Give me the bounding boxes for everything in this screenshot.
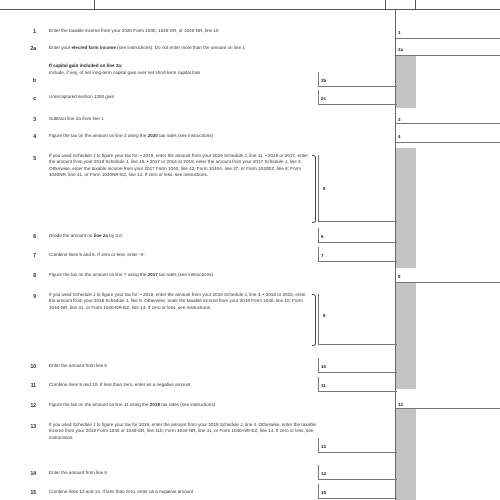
line-7-text: Combine lines 5 and 6. If zero or less, enter -0- <box>49 252 145 257</box>
line-15-amount-field[interactable] <box>318 484 397 499</box>
line-number: 5 <box>33 156 36 162</box>
line-15-box-label: 15 <box>321 490 327 495</box>
form-header-bar <box>0 0 500 10</box>
line-10-text: Enter the amount from line 6 <box>49 363 107 368</box>
line-number: 14 <box>30 471 36 477</box>
line-2a-amount-field[interactable] <box>396 41 500 56</box>
line-7-amount-field[interactable] <box>318 247 397 262</box>
line-10-box-label: 10 <box>321 364 327 369</box>
line-5-text: If you used Schedule J to figure your tax for: • 2019, enter the amount from your 2019 Schedule J, line 11. • 2018 or 2017, enter the amount from your 2018 Schedule J, line 15. • 2017 or 2016 or 2018, enter the amount from your 2017 Schedule J, line 3. Otherwise, enter the taxable income from your 2017 Form 1040, line 43; Form 1040A, line 27, or Form 1040EZ, line 6; Form 1040NR, line 41, or Form 1040NR-EZ, line 14. If zero or less, see instructions. <box>49 153 309 178</box>
line-14-amount-field[interactable] <box>318 465 397 480</box>
line-2c-box-label: 2c <box>321 96 327 101</box>
line-5-box-label: 5 <box>323 186 326 191</box>
line-3-text: Subtract line 2a from line 1 <box>49 116 104 121</box>
line-letter: c <box>33 96 36 102</box>
line-5-amount-field[interactable] <box>318 155 397 222</box>
line-2b-box-label: 2b <box>321 78 327 83</box>
line-number: 10 <box>30 364 36 370</box>
line-12-amount-field[interactable] <box>396 394 500 409</box>
line-1-text: Enter the taxable income from your 2020 Form 1040, 1040-SR, or 1040-NR, line 15 <box>49 28 219 33</box>
line-number: 1 <box>33 29 36 35</box>
line-6-amount-field[interactable] <box>318 228 397 243</box>
line-number: 8 <box>33 273 36 279</box>
line-9-box-label: 9 <box>323 313 326 318</box>
line-2a-text: Enter your elected farm income (see instructions). Do not enter more than the amount on line 1 <box>49 45 245 50</box>
line-1-amount-field[interactable] <box>396 24 500 39</box>
header-cell-right <box>385 0 500 9</box>
line-9-amount-field[interactable] <box>318 294 397 345</box>
line-14-text: Enter the amount from line 6 <box>49 470 107 475</box>
line-number: 2a <box>30 46 36 52</box>
line-11-box-label: 11 <box>321 383 326 388</box>
line-13-box-label: 13 <box>321 444 327 449</box>
line-8-text: Figure the tax on the amount on line 7 using the 2017 tax rates (see instructions) <box>49 272 213 277</box>
line-number: 11 <box>30 383 36 389</box>
line-letter: b <box>32 78 36 84</box>
line-4-text: Figure the tax on the amount on line 3 using the 2020 tax rates (see instructions) <box>49 133 213 138</box>
line-9-text: If you used Schedule J to figure your tax for: • 2019, enter the amount from your 2019 Schedule J, line 4. • 2018 or 2016, enter the amount from your 2018 Schedule J, line 8. Otherwise, enter the taxable income from your 2018 Form 1040, line 10; Form 1040-NR, line 41, or Form 1040-NR-EZ, line 14. If zero or less, see instructions. <box>49 292 306 310</box>
line-6-box-label: 6 <box>321 234 324 239</box>
line-number: 3 <box>33 117 36 123</box>
line-8-amount-field[interactable] <box>396 268 500 283</box>
header-cell-divider <box>415 0 416 9</box>
line-number: 15 <box>30 490 36 496</box>
line-14-box-label: 14 <box>321 471 327 476</box>
line-2c-text: Unrecaptured section 1250 gain <box>49 94 115 99</box>
line-4-box-label: 4 <box>398 134 401 139</box>
line-2a-box-label: 2a <box>398 47 404 52</box>
line-2-subheading: If capital gain included on line 2a: <box>49 63 123 68</box>
shaded-cell <box>396 283 416 389</box>
line-number: 9 <box>33 294 36 300</box>
line-4-amount-field[interactable] <box>396 128 500 143</box>
line-8-box-label: 8 <box>398 274 401 279</box>
line-12-text: Figure the tax on the amount on line 11 using the 2018 tax rates (see instructions) <box>49 402 216 407</box>
line-13-text: If you used Schedule J to figure your tax for 2019, enter the amount from your 2019 Schedule J, line 4. Otherwise, enter the taxable income from your 2019 Form 1040 or 1040-SR, line 11b; Form 1040-NR, line 41, or Form 1040-NR-EZ, line 14. If zero or less, see instructions. <box>49 422 317 440</box>
line-2b-text: Include, if any, of net long-term capital gain over net short-term capital loss <box>49 70 201 75</box>
line-3-amount-field[interactable] <box>396 109 500 124</box>
line-number: 7 <box>33 253 36 259</box>
line-11-text: Combine lines 9 and 10. If less than zero, enter as a negative amount <box>49 382 191 387</box>
line-1-box-label: 1 <box>398 30 401 35</box>
header-cell-left <box>0 0 95 9</box>
line-number: 6 <box>33 234 36 240</box>
line-15-text: Combine lines 13 and 14. If less than zero, enter as a negative amount <box>49 489 194 494</box>
line-5-bracket <box>312 155 316 223</box>
line-2b-amount-field[interactable] <box>318 72 397 87</box>
line-2c-amount-field[interactable] <box>318 90 397 105</box>
line-9-bracket <box>312 294 316 346</box>
line-number: 13 <box>30 424 36 430</box>
line-3-box-label: 3 <box>398 117 401 122</box>
line-13-amount-field[interactable] <box>318 438 397 453</box>
line-number: 12 <box>30 403 36 409</box>
line-10-amount-field[interactable] <box>318 358 397 373</box>
shaded-cell <box>396 56 416 108</box>
line-7-box-label: 7 <box>321 253 324 258</box>
line-6-text: Divide the amount on line 2a by 3.0 <box>49 233 122 238</box>
shaded-cell <box>396 148 416 268</box>
line-number: 4 <box>33 134 36 140</box>
shaded-cell <box>396 408 416 500</box>
line-11-amount-field[interactable] <box>318 377 397 392</box>
line-12-box-label: 12 <box>398 402 404 407</box>
